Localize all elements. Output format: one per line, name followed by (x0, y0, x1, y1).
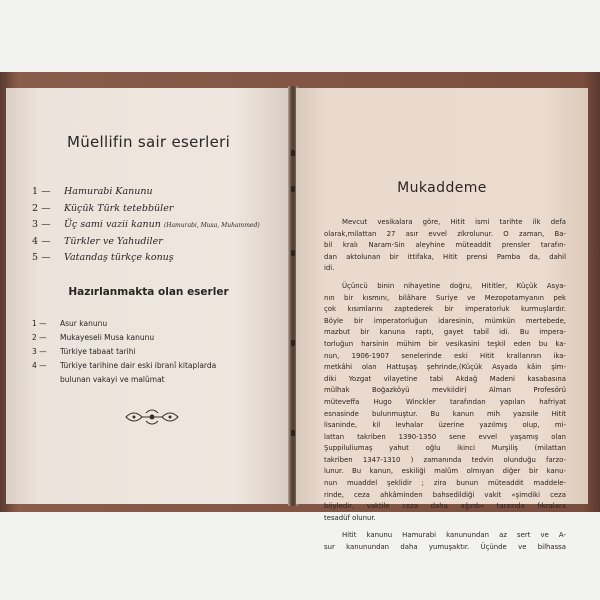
text-line: lattan takriben 1390-1350 sene evvel yaşamış olan (324, 432, 566, 441)
text-line: sur kanunundan daha yumuşaktır. Üçünde ve bilhassa (324, 543, 566, 552)
text-line: lunur. Bu kanun, eskiliği malûm olmıyan diğer bir kanu- (324, 467, 566, 476)
text-line: bil kralı Naram-Sin aleyhine müteaddit prensler tarafın- (324, 241, 566, 250)
text-line: böyledir, vaktile ceza daha ağırdı» tarzında fıkralara (324, 502, 566, 511)
text-line: dan aktolunan bir ittifaka, Hitit prensi Pamba da, dahil (324, 252, 566, 261)
text-line: esnasinde bulunmuştur. Bu kanun mih yazısile Hitit (324, 409, 566, 418)
text-line: lisaninde, kil levhalar üzerine yazılmış olup, mi- (324, 421, 566, 430)
binding-stitch (291, 340, 295, 346)
list-item: 5 — Vatandaş türkçe konuş (32, 252, 174, 263)
list-item: 2 — Mukayeseli Musa kanunu (32, 333, 155, 342)
text-line: idi. (324, 264, 335, 273)
text-line: müteveffa Hugo Winckler tarafından yapılan hafriyat (324, 397, 566, 406)
text-line: olarak,milattan 27 asır evvel zikrolunur. O zaman, Ba- (324, 229, 566, 238)
list-item-continuation: bulunan vakayi ve malûmat (60, 375, 165, 384)
paragraph (324, 530, 566, 553)
text-line: Mevcut vesikalara göre, Hitit ismi tarihte ilk defa (342, 218, 566, 226)
text-line: Şuppiluliumaş yahut oğlu ikinci Murşiliş (milattan (324, 444, 566, 453)
binding-stitch (291, 250, 295, 256)
ornament-icon (124, 406, 180, 428)
text-line: torluğun harsinin mühim bir vesikasini teşkil eden bu ka- (324, 339, 566, 348)
text-line: Böyle bir imperatorluğun idaresinin, mümkün mertebede, (324, 316, 566, 325)
text-line: diki Yozgat vilayetine tabi Akdağ Madeni kasabasına (324, 374, 566, 383)
list-item: 4 — Türkiye tarihine dair eski ibranî kitaplarda (32, 361, 217, 370)
binding-stitch (291, 430, 295, 436)
right-page (296, 88, 588, 552)
list-item: 1 — Hamurabi Kanunu (32, 186, 153, 197)
binding-stitch (291, 150, 295, 156)
text-line: metkâhi olan Hattuşaş şehrinde,(Küçük Asyada kâin şim- (324, 363, 566, 372)
paragraph (324, 217, 566, 275)
list-item: 3 — Üç sami vazii kanun (Hamurabi, Musa, Muhammed) (32, 219, 260, 230)
text-line: rinde, ceza ahkâminden bahsedildiği vakit «şimdiki ceza (324, 490, 566, 499)
text-line: tesadüf olunur. (324, 513, 376, 522)
text-line: nın bir kısmını, bilâhare Suriye ve Mezopotamyanın pek (324, 293, 566, 302)
works-list (32, 184, 287, 267)
list-item: 2 — Küçük Türk tetebbüler (32, 202, 174, 214)
list-item: 4 — Türkler ve Yahudiler (32, 235, 163, 247)
left-page (6, 88, 291, 504)
list-item: 3 — Türkiye tabaat tarihi (32, 347, 136, 356)
text-line: takriben 1347-1310 ) zamanında tedvin olunduğu farzo- (324, 455, 566, 464)
text-line: Hitit kanunu Hamurabi kanunundan az sert ve A- (342, 531, 566, 540)
text-line: çok kısımlarını zaptederek bir imperatorluk kurmuşlardır. (324, 305, 566, 314)
text-line: nun, 1906-1907 senelerinde eski Hitit krallarının ika- (324, 351, 566, 360)
text-line: mazbut bir kanuna raptı, gayet tabiî idi. Bu impera- (324, 328, 566, 337)
body-text (324, 217, 566, 560)
binding-stitch (291, 186, 295, 192)
list-item: 1 — Asur kanunu (32, 319, 108, 328)
paragraph (324, 281, 566, 524)
text-line: nun muaddel şeklidir ; zira bunun müteaddit maddele- (324, 479, 566, 488)
prep-list (32, 317, 287, 387)
text-line: mülhak Boğazköyü mevkiidir) Alman Profesörü (324, 386, 566, 395)
left-page-title: Müellifin sair eserleri (66, 133, 231, 151)
right-page-title: Mukaddeme (397, 180, 487, 196)
text-line: Üçüncü binin nihayetine doğru, Hititler, Küçük Asya- (342, 281, 566, 290)
prep-section-title: Hazırlanmakta olan eserler (68, 286, 229, 298)
